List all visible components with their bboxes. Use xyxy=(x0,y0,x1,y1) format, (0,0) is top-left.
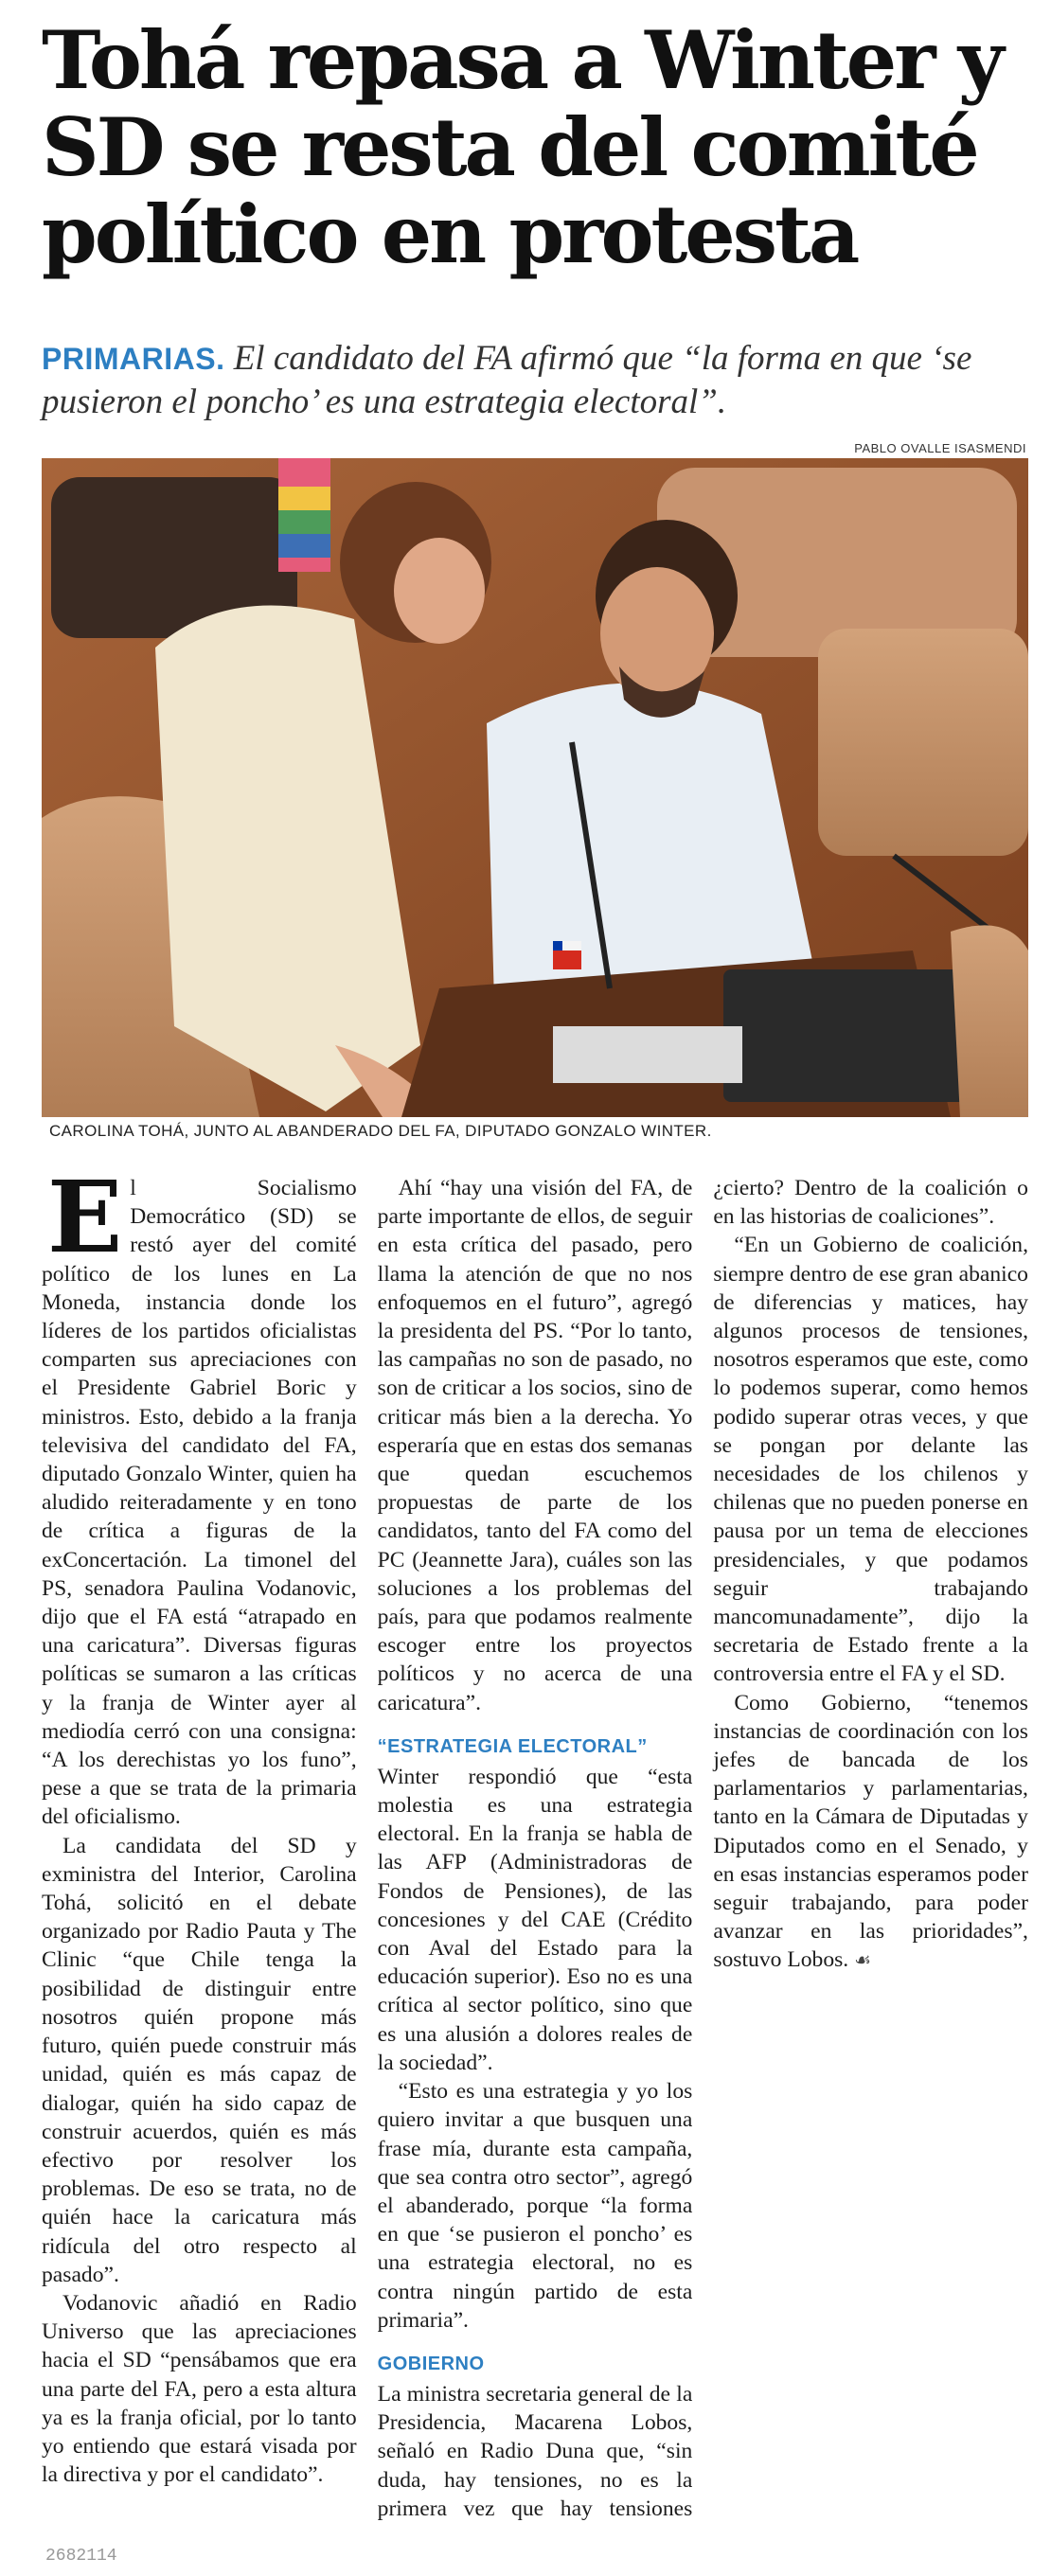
subhead-gobierno: GOBIERNO xyxy=(377,2353,485,2374)
news-photo xyxy=(42,458,1028,1117)
paragraph-9-text: Como Gobierno, “tenemos instancias de coordinación con los jefes de bancada de los parlamentarios y parlamentarias, tanto en la Cámara de Diputadas y Diputados como en el Senado, y en esas instancias esperamos poder seguir trabajando, para poder avanzar en las prioridades”, sostuvo Lobos. xyxy=(713,1690,1028,1973)
drop-cap: E xyxy=(47,1159,123,1275)
subhead-estrategia: “ESTRATEGIA ELECTORAL” xyxy=(377,1735,648,1757)
paragraph-5: Winter respondió que “esta molestia es una estrategia electoral. En la franja se habla de las AFP (Administradoras de Fondos de Pensiones), de las concesiones y del CAE (Crédito con Aval del Estado para la educación superior). Eso no es una crítica al sector político, sino que es una alusión a dolores reales de la sociedad”. xyxy=(377,1764,693,2075)
deck-text: El candidato del FA afirmó que “la forma en que ‘se pusieron el poncho’ es una estrategia electoral”. xyxy=(42,339,972,421)
paragraph-6: “Esto es una estrategia y yo los quiero invitar a que busquen una frase mía, durante esta campaña, que sea contra otro sector”, agregó el abanderado, porque “la forma en que ‘se pusieron el poncho’ es una estrategia electoral, no es contra ningún partido de esta primaria”. xyxy=(377,2079,693,2333)
photo-caption: CAROLINA TOHÁ, JUNTO AL ABANDERADO DEL FA, DIPUTADO GONZALO WINTER. xyxy=(49,1122,712,1140)
paragraph-3: Vodanovic añadió en Radio Universo que las apreciaciones hacia el SD “pensábamos que era una parte del FA, pero a esta altura ya es la franja oficial, por lo tanto yo entiendo que estará visada por la directiva y por el candidato”. xyxy=(42,2290,357,2488)
headline-line-3: político en protesta xyxy=(42,187,858,281)
paragraph-4: Ahí “hay una visión del FA, de parte importante de ellos, de seguir en esta crítica del pasado, pero llama la atención de que no nos enfoquemos en el futuro”, agregó la presidenta del PS. “Por lo tanto, las campañas no son de pasado, no son de criticar a los socios, sino de criticar más bien a la derecha. Yo esperaría que en estas dos semanas que quedan escuchemos propuestas de parte de los candidatos, tanto del FA como del PC (Jeannette Jara), cuáles son las soluciones a los problemas del país, para que podamos realmente escoger entre los proyectos políticos y no acerca de una caricatura”. xyxy=(377,1176,693,1715)
article-body xyxy=(42,1159,1028,2542)
headline xyxy=(42,13,1026,281)
paragraph-8: “En un Gobierno de coalición, siempre dentro de ese gran abanico de diferencias y matices, hay algunos procesos de tensiones, nosotros esperamos que este, como lo podemos superar, como hemos podido superar otras veces, y que se pongan por delante las necesidades de los chilenos y chilenas que no pueden ponerse en pausa por un tema de elecciones presidenciales, y que podamos seguir trabajando mancomunadamente”, dijo la secretaria de Estado frente a la controversia entre el FA y el SD. xyxy=(713,1233,1028,1687)
deck xyxy=(42,337,1026,424)
photo-credit: PABLO OVALLE ISASMENDI xyxy=(854,441,1026,455)
paragraph-7: La ministra secretaria general de la Presidencia, Macarena Lobos, señaló en Radio Duna que, “sin duda, hay tensiones, no es la primera vez que hay tensiones ¿cierto? Dentro de la coalición o en las historias de coaliciones”. xyxy=(377,1176,1028,2521)
paragraph-1 xyxy=(42,1159,357,1832)
headline-line-2: SD se resta del comité xyxy=(42,100,977,194)
paragraph-9 xyxy=(713,1689,1028,1975)
headline-line-1: Tohá repasa a Winter y xyxy=(42,13,1002,107)
end-mark-icon: ☙ xyxy=(854,1948,872,1972)
deck-kicker: PRIMARIAS. xyxy=(42,342,225,376)
paragraph-1-text: l Socialismo Democrático (SD) se restó ayer del comité político de los lunes en La Moneda, instancia donde los líderes de los partidos oficialistas comparten sus apreciaciones con el Presidente Gabriel Boric y ministros. Esto, debido a la franja televisiva del candidato del FA, diputado Gonzalo Winter, quien ha aludido reiteradamente y en tono de crítica a figuras de la exConcertación. La timonel del PS, senadora Paulina Vodanovic, dijo que el FA está “atrapado en una caricatura”. Diversas figuras políticas se sumaron a las críticas y la franja de Winter ayer al mediodía cerró con una consigna: “A los derechistas yo los funo”, pese a que se trata de la primaria del oficialismo. xyxy=(42,1176,357,1830)
paragraph-2: La candidata del SD y exministra del Interior, Carolina Tohá, solicitó en el debate organizado por Radio Pauta y The Clinic “que Chile tenga la posibilidad de distinguir entre nosotros quién propone más futuro, quién puede construir más unidad, quién es más capaz de dialogar, quién ha sido capaz de construir acuerdos, quién es más efectivo por resolver los problemas. De eso se trata, no de quién hace la caricatura más ridícula del otro respecto al pasado”. xyxy=(42,1833,357,2287)
page-code: 2682114 xyxy=(45,2547,117,2566)
